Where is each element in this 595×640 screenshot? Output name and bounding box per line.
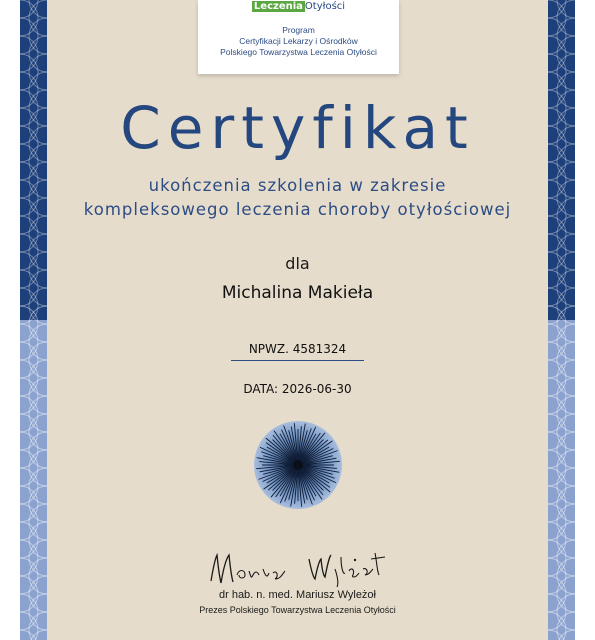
left-decorative-border bbox=[20, 0, 47, 640]
certificate-title: Certyfikat bbox=[120, 94, 475, 162]
border-ring-pattern bbox=[548, 0, 575, 640]
recipient-name: Michalina Makieła bbox=[221, 283, 374, 303]
program-line-3: Polskiego Towarzystwa Leczenia Otyłości bbox=[220, 47, 377, 57]
logo-word-leczenia: Leczenia bbox=[253, 1, 303, 12]
starburst-seal-icon bbox=[252, 419, 344, 511]
issue-date: DATA: 2026-06-30 bbox=[243, 382, 352, 396]
border-ring-pattern bbox=[20, 0, 47, 640]
for-label: dla bbox=[285, 254, 310, 273]
signatory-role: Prezes Polskiego Towarzystwa Leczenia Otyłości bbox=[199, 605, 396, 615]
signature-image bbox=[205, 545, 390, 589]
signatory-name: dr hab. n. med. Mariusz Wyleżoł bbox=[218, 589, 376, 601]
program-logo-card bbox=[198, 0, 399, 74]
certificate-subtitle-line-1: ukończenia szkolenia w zakresie bbox=[148, 176, 447, 195]
right-decorative-border bbox=[548, 0, 575, 640]
certificate-subtitle-line-2: kompleksowego leczenia choroby otyłościowej bbox=[83, 200, 512, 219]
npwz-underline bbox=[231, 360, 364, 361]
logo-word-otylosci: Otyłości bbox=[304, 1, 346, 12]
program-line-2: Certyfikacji Lekarzy i Ośrodków bbox=[239, 36, 358, 46]
program-logo bbox=[198, 0, 399, 14]
program-label: Program bbox=[282, 25, 315, 35]
npwz-number: NPWZ. 4581324 bbox=[248, 342, 347, 356]
